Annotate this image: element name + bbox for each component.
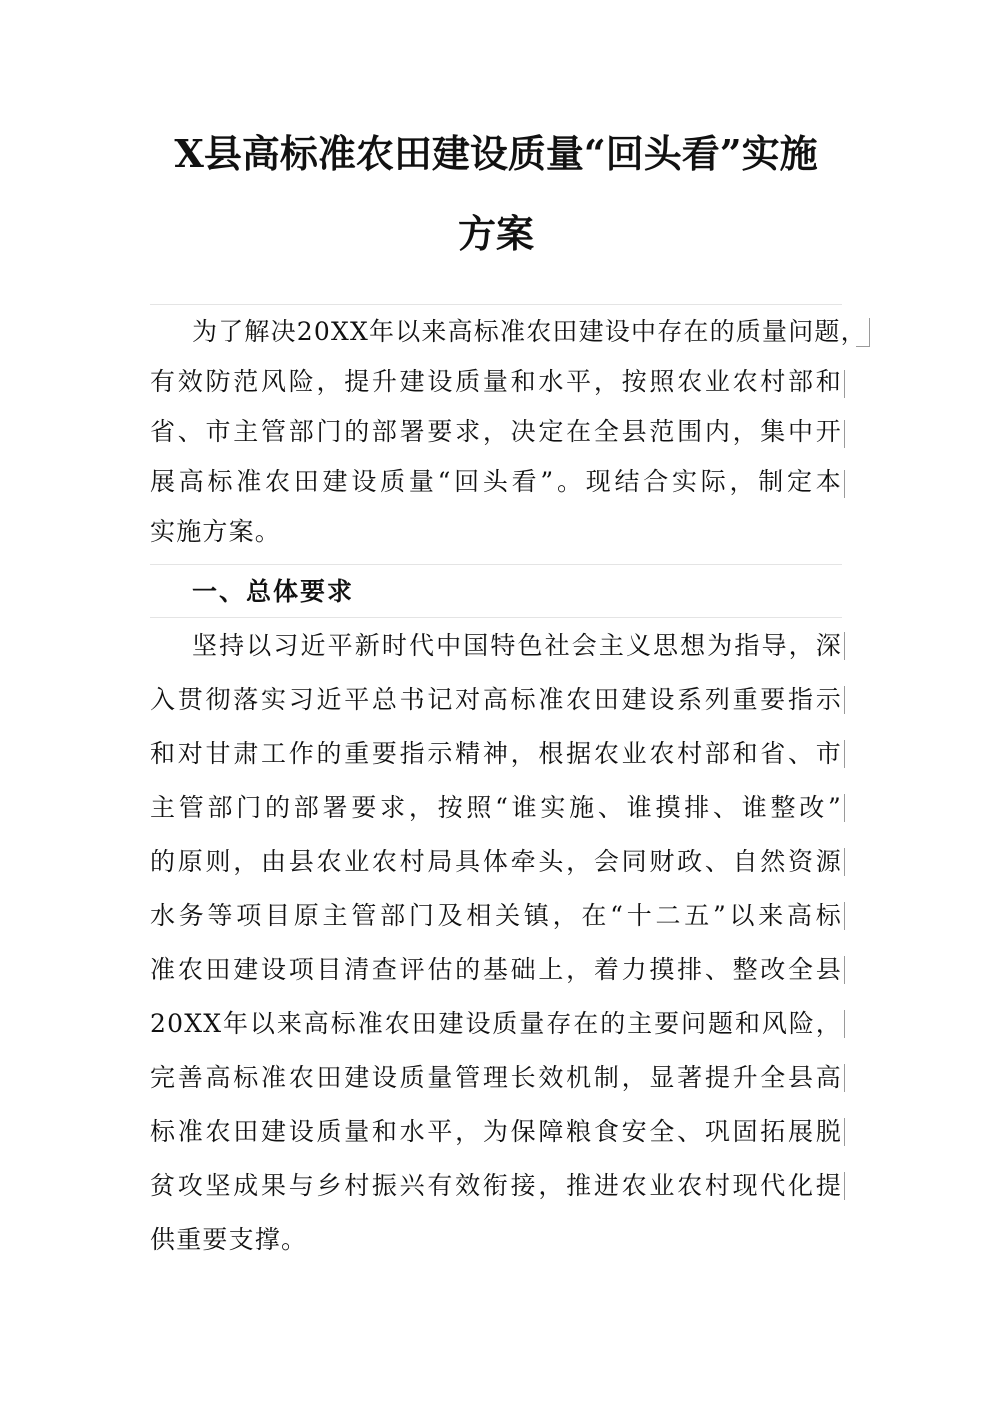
margin-bar [844,956,845,984]
margin-bar [844,632,845,660]
margin-bar [844,1010,845,1038]
section1-line: 入贯彻落实习近平总书记对高标准农田建设系列重要指示 [150,685,842,714]
section1-line: 准农田建设项目清查评估的基础上，着力摸排、整改全县 [150,955,842,984]
section1-line: 贫攻坚成果与乡村振兴有效衔接，推进农业农村现代化提 [150,1171,842,1200]
margin-bar [844,1118,845,1146]
margin-bar [869,318,870,346]
intro-line: 省、市主管部门的部署要求，决定在全县范围内，集中开 [150,417,842,446]
document-title-line-1: X县高标准农田建设质量“回头看”实施 [174,131,818,176]
section1-line: 标准农田建设质量和水平，为保障粮食安全、巩固拓展脱 [150,1117,842,1146]
section1-line: 和对甘肃工作的重要指示精神，根据农业农村部和省、市 [150,739,842,768]
intro-line: 有效防范风险，提升建设质量和水平，按照农业农村部和 [150,367,842,396]
paragraph-boundary [150,564,842,565]
margin-bar [844,794,845,822]
section1-line: 主管部门的部署要求，按照“谁实施、谁摸排、谁整改” [150,793,842,822]
section1-line: 20XX年以来高标准农田建设质量存在的主要问题和风险， [150,1009,842,1038]
section1-line: 坚持以习近平新时代中国特色社会主义思想为指导，深 [192,631,842,660]
margin-bar [844,740,845,768]
section1-line: 的原则，由县农业农村局具体牵头，会同财政、自然资源 [150,847,842,876]
margin-bar [844,1064,845,1092]
margin-bar [844,848,845,876]
paragraph-boundary [150,617,842,618]
margin-bar [844,420,845,448]
section1-line: 供重要支撑。 [150,1225,308,1254]
paragraph-boundary-top [150,304,842,305]
margin-bar [844,1172,845,1200]
section-heading: 一、总体要求 [192,577,355,606]
intro-line: 展高标准农田建设质量“回头看”。现结合实际，制定本 [150,467,842,496]
margin-bar [844,902,845,930]
section1-line: 水务等项目原主管部门及相关镇，在“十二五”以来高标 [150,901,842,930]
section1-line: 完善高标准农田建设质量管理长效机制，显著提升全县高 [150,1063,842,1092]
intro-line: 为了解决20XX年以来高标准农田建设中存在的质量问题， [192,317,867,346]
margin-corner-mark [856,346,870,347]
margin-bar [844,686,845,714]
intro-line: 实施方案。 [150,517,282,546]
margin-bar [844,370,845,398]
margin-bar [844,470,845,498]
document-title-line-2: 方案 [457,211,534,256]
